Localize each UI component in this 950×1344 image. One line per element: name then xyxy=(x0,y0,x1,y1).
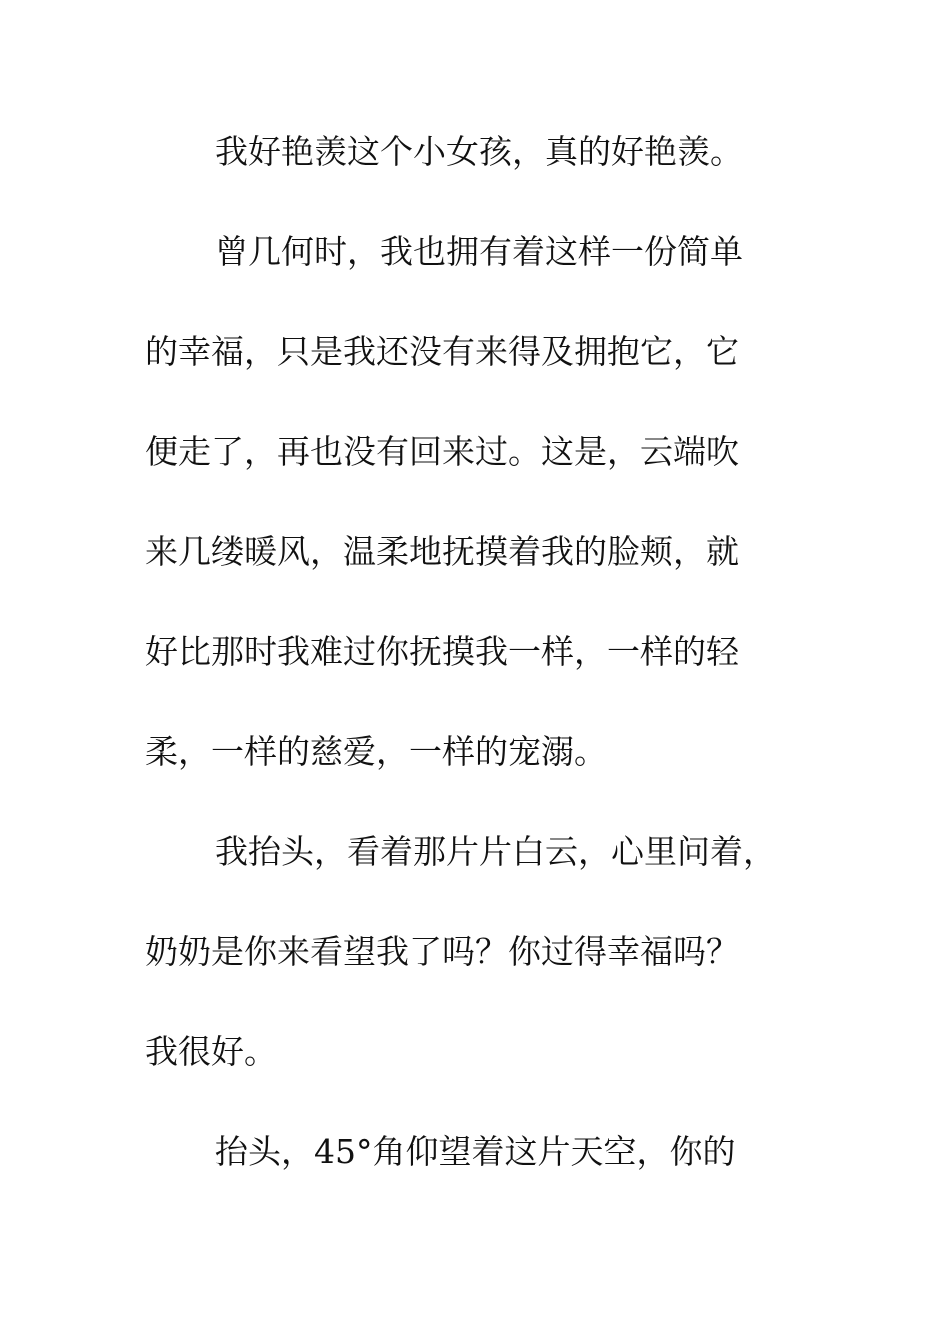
text-line: 柔，一样的慈爱，一样的宠溺。 xyxy=(145,732,607,771)
text-line: 曾几何时，我也拥有着这样一份简单 xyxy=(215,232,743,271)
text-line: 好比那时我难过你抚摸我一样，一样的轻 xyxy=(145,632,739,671)
body-text xyxy=(145,126,790,1226)
text-line: 我抬头，看着那片片白云，心里问着， xyxy=(215,832,776,871)
text-line: 的幸福，只是我还没有来得及拥抱它，它 xyxy=(145,332,739,371)
text-line: 我好艳羡这个小女孩，真的好艳羡。 xyxy=(215,132,743,171)
text-line: 抬头，45°角仰望着这片天空，你的 xyxy=(215,1132,736,1171)
text-line: 来几缕暖风，温柔地抚摸着我的脸颊，就 xyxy=(145,532,739,571)
text-line: 便走了，再也没有回来过。这是，云端吹 xyxy=(145,432,739,471)
text-line: 我很好。 xyxy=(145,1032,277,1071)
text-line: 奶奶是你来看望我了吗？你过得幸福吗？ xyxy=(145,932,739,971)
